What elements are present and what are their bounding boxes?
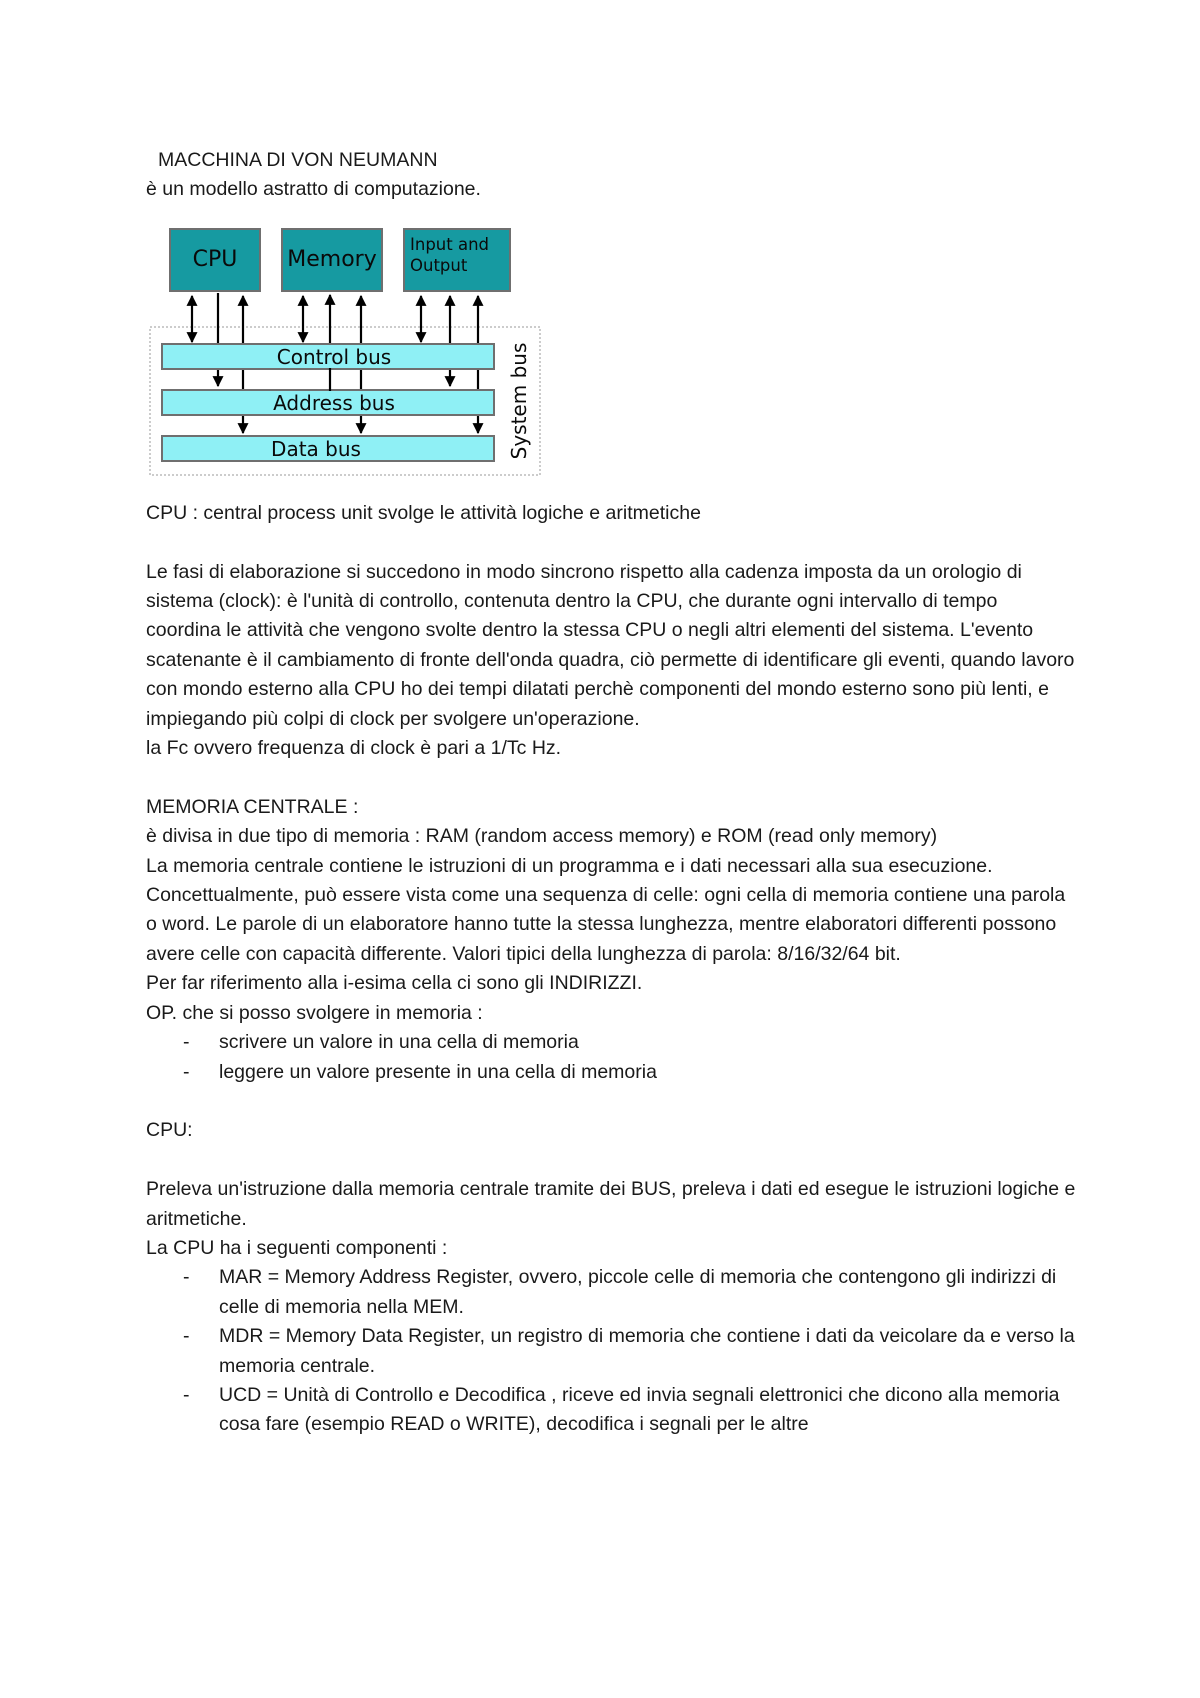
list-item: - MAR = Memory Address Register, ovvero, piccole celle di memoria che contengono gli indirizzi di celle di memoria nella MEM.: [219, 1263, 1076, 1322]
memory-addresses-line: Per far riferimento alla i-esima cella ci sono gli INDIRIZZI.: [146, 972, 643, 995]
cpu-fetch-paragraph: Preleva un'istruzione dalla memoria centrale tramite dei BUS, preleva i dati ed esegue le istruzioni logiche e aritmetiche.: [146, 1178, 1076, 1230]
cpu-components-list: [146, 1263, 1076, 1439]
list-item: - leggere un valore presente in una cella di memoria: [219, 1058, 1076, 1087]
cpu-heading: CPU:: [146, 1119, 193, 1142]
list-item: - MDR = Memory Data Register, un registro di memoria che contiene i dati da veicolare da e verso la memoria centrale.: [219, 1322, 1076, 1381]
document-body: [146, 146, 1076, 1440]
cpu-components-intro: La CPU ha i seguenti componenti :: [146, 1236, 448, 1259]
document-subtitle: è un modello astratto di computazione.: [146, 178, 481, 201]
cpu-definition: CPU : central process unit svolge le attività logiche e aritmetiche: [146, 501, 701, 524]
document-title: MACCHINA DI VON NEUMANN: [158, 149, 438, 171]
io-unit-label: Input and Output: [410, 234, 490, 275]
list-item: - scrivere un valore in una cella di memoria: [219, 1028, 1076, 1057]
clock-paragraph: Le fasi di elaborazione si succedono in modo sincrono rispetto alla cadenza imposta da un orologio di sistema (clock): è l'unità di controllo, contenuta dentro la CPU, che durante ogni intervallo di tempo coordina le attività che vengono svolte dentro la stessa CPU o negli altri elementi del sistema. L'evento scatenante è il cambiamento di fronte dell'onda quadra, ciò permette di identificare gli eventi, quando lavoro con mondo esterno alla CPU ho dei tempi dilatati perchè componenti del mondo esterno sono più lenti, e impiegando più colpi di clock per svolgere un'operazione.: [146, 560, 1075, 730]
memory-types-line: è divisa in due tipo di memoria : RAM (random access memory) e ROM (read only memory): [146, 825, 938, 848]
memory-ops-intro: OP. che si posso svolgere in memoria :: [146, 1001, 483, 1024]
data-bus-label: Data bus: [271, 436, 361, 461]
memory-heading: MEMORIA CENTRALE :: [146, 795, 359, 818]
clock-frequency-line: la Fc ovvero frequenza di clock è pari a 1/Tc Hz.: [146, 737, 562, 760]
control-bus-label: Control bus: [276, 344, 392, 369]
memory-unit-label: Memory: [287, 246, 377, 272]
von-neumann-diagram: [146, 223, 546, 483]
list-item: - UCD = Unità di Controllo e Decodifica , riceve ed invia segnali elettronici che dicono alla memoria cosa fare (esempio READ o WRITE), decodifica i segnali per le altre: [219, 1381, 1076, 1440]
memory-ops-list: [146, 1028, 1076, 1087]
memory-contains-line: La memoria centrale contiene le istruzioni di un programma e i dati necessari alla sua esecuzione.: [146, 854, 993, 877]
memory-concept-paragraph: Concettualmente, può essere vista come una sequenza di celle: ogni cella di memoria contiene una parola o word. Le parole di un elaboratore hanno tutte la stessa lunghezza, mentre elaboratori differenti possono avere celle con capacità differente. Valori tipici della lunghezza di parola: 8/16/32/64 bit.: [146, 884, 1066, 965]
cpu-unit-label: CPU: [192, 246, 238, 272]
system-bus-label: System bus: [507, 342, 531, 460]
address-bus-label: Address bus: [273, 390, 395, 415]
